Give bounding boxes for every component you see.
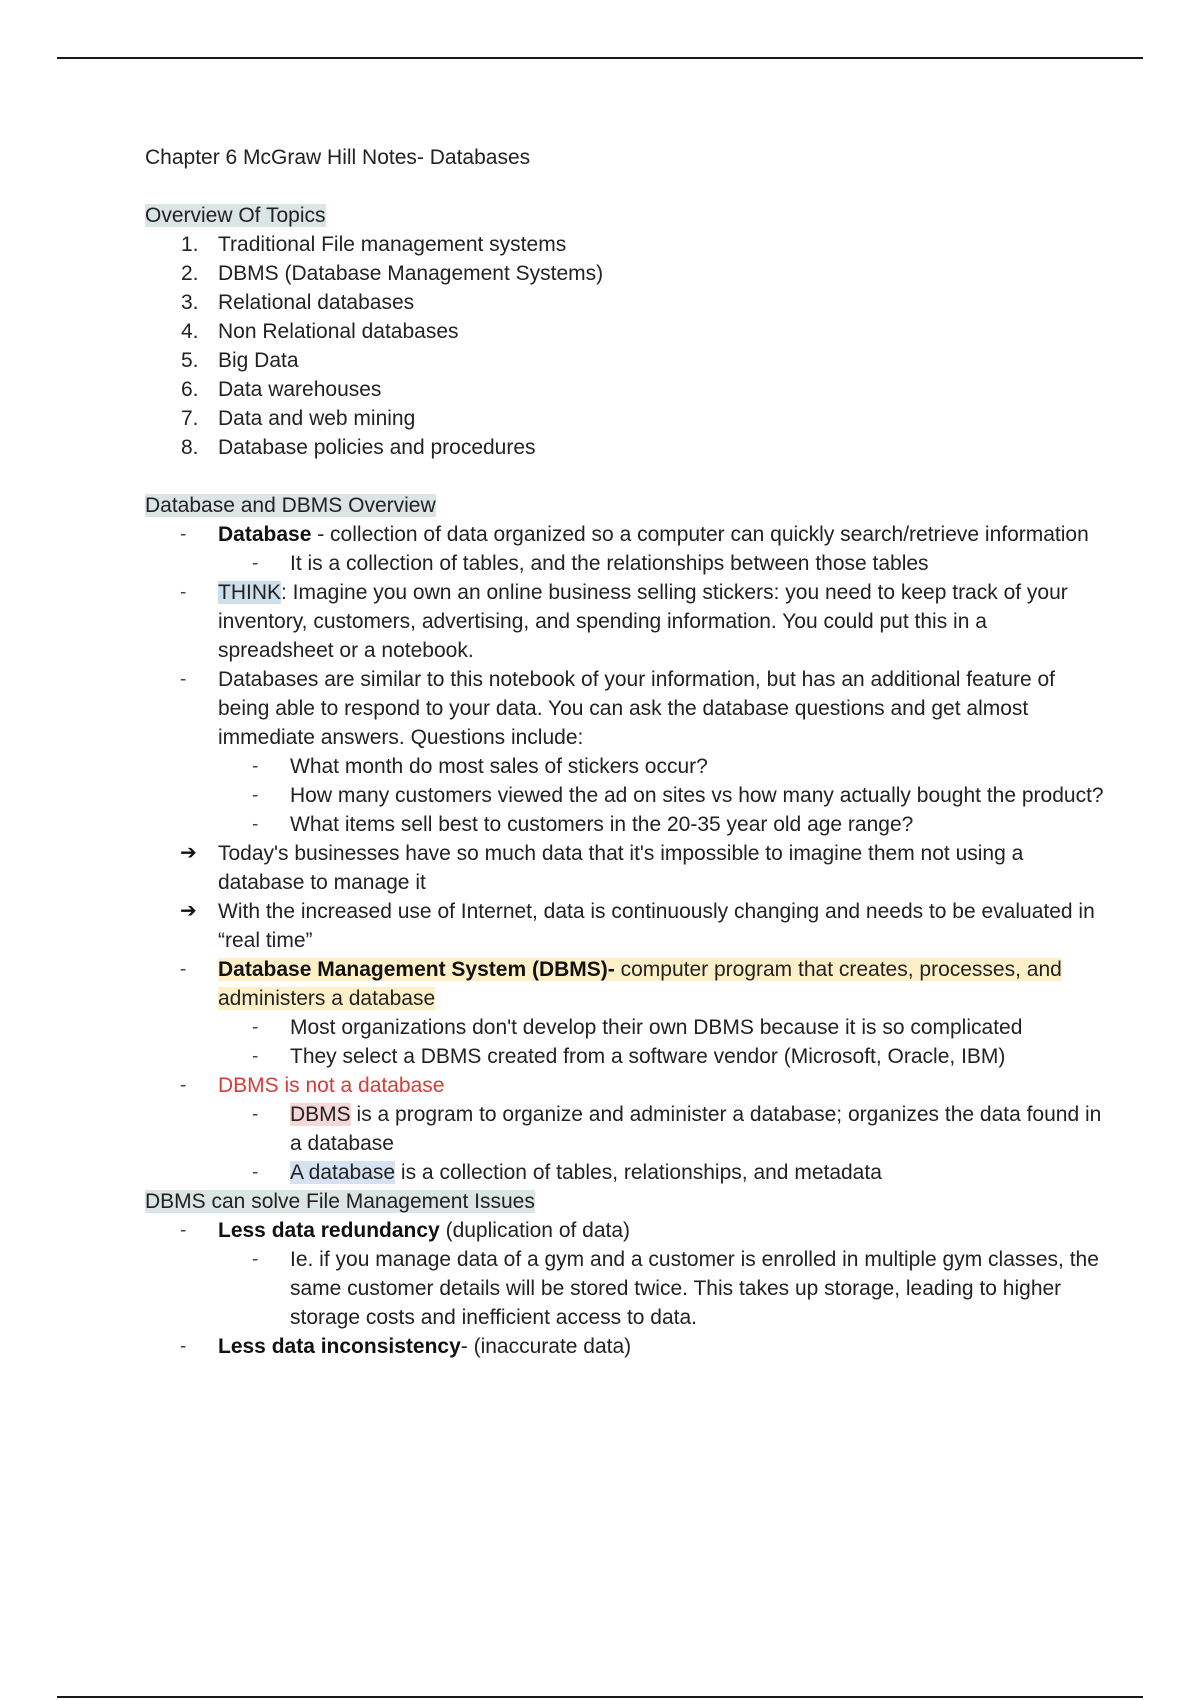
arrow-bullet-icon: ➔ (180, 842, 197, 864)
list-item: - Databases are similar to this notebook of your information, but has an additional feature of being able to respond to your data. You can ask the database questions and get almost immediate answers. Questions include: (145, 665, 1105, 752)
dash-bullet: - (252, 1104, 259, 1125)
dash-bullet: - (180, 1075, 187, 1096)
list-item: - How many customers viewed the ad on sites vs how many actually bought the product? (145, 781, 1105, 810)
dash-bullet: - (252, 553, 259, 574)
list-item: 7. Data and web mining (181, 407, 416, 430)
list-item: 1. Traditional File management systems (181, 233, 567, 256)
dash-bullet: - (180, 582, 187, 603)
list-item: - A database is a collection of tables, relationships, and metadata (145, 1158, 1105, 1187)
list-item: ➔ Today's businesses have so much data that it's impossible to imagine them not using a database to manage it (145, 839, 1105, 897)
dash-bullet: - (252, 1249, 259, 1270)
list-item: 5. Big Data (181, 349, 299, 372)
dash-bullet: - (180, 1220, 187, 1241)
dbms-overview-section (145, 491, 1105, 1187)
dash-bullet: - (252, 814, 259, 835)
list-item: - They select a DBMS created from a software vendor (Microsoft, Oracle, IBM) (145, 1042, 1105, 1071)
dash-bullet: - (252, 756, 259, 777)
dash-bullet: - (180, 959, 187, 980)
bottom-rule (57, 1696, 1143, 1698)
list-item: - What month do most sales of stickers occur? (145, 752, 1105, 781)
dash-bullet: - (252, 1046, 259, 1067)
arrow-bullet-icon: ➔ (180, 900, 197, 922)
file-management-section (145, 1187, 1105, 1361)
dbms-overview-heading: Database and DBMS Overview (145, 494, 436, 517)
list-item: - DBMS is a program to organize and administer a database; organizes the data found in a database (145, 1100, 1105, 1158)
top-rule (57, 57, 1143, 59)
list-item: ➔ With the increased use of Internet, data is continuously changing and needs to be evaluated in “real time” (145, 897, 1105, 955)
list-item: - THINK: Imagine you own an online business selling stickers: you need to keep track of your inventory, customers, advertising, and spending information. You could put this in a spreadsheet or a notebook. (145, 578, 1105, 665)
dash-bullet: - (252, 1017, 259, 1038)
list-item: 4. Non Relational databases (181, 320, 459, 343)
list-item: - What items sell best to customers in the 20-35 year old age range? (145, 810, 1105, 839)
dash-bullet: - (252, 1162, 259, 1183)
list-item: - It is a collection of tables, and the relationships between those tables (145, 549, 1105, 578)
list-item: 8. Database policies and procedures (181, 436, 536, 459)
list-item: 2. DBMS (Database Management Systems) (181, 262, 604, 285)
list-item: - Less data redundancy (duplication of data) (145, 1216, 1105, 1245)
overview-section (145, 201, 1105, 462)
dash-bullet: - (180, 1336, 187, 1357)
list-item: 6. Data warehouses (181, 378, 382, 401)
topic-list (145, 230, 1105, 462)
dash-bullet: - (180, 524, 187, 545)
overview-heading: Overview Of Topics (145, 204, 326, 227)
list-item: - DBMS is not a database (145, 1071, 1105, 1100)
file-management-heading: DBMS can solve File Management Issues (145, 1190, 535, 1213)
list-item: - Ie. if you manage data of a gym and a customer is enrolled in multiple gym classes, the same customer details will be stored twice. This takes up storage, leading to higher storage costs and inefficient access to data. (145, 1245, 1105, 1332)
list-item: - Database Management System (DBMS)- computer program that creates, processes, and administers a database (145, 955, 1105, 1013)
dash-bullet: - (252, 785, 259, 806)
dash-bullet: - (180, 669, 187, 690)
document-body (145, 143, 1105, 1361)
page-title: Chapter 6 McGraw Hill Notes- Databases (145, 146, 531, 169)
list-item: - Most organizations don't develop their own DBMS because it is so complicated (145, 1013, 1105, 1042)
list-item: 3. Relational databases (181, 291, 415, 314)
list-item: - Database - collection of data organized so a computer can quickly search/retrieve information (145, 520, 1105, 549)
list-item: - Less data inconsistency- (inaccurate data) (145, 1332, 1105, 1361)
